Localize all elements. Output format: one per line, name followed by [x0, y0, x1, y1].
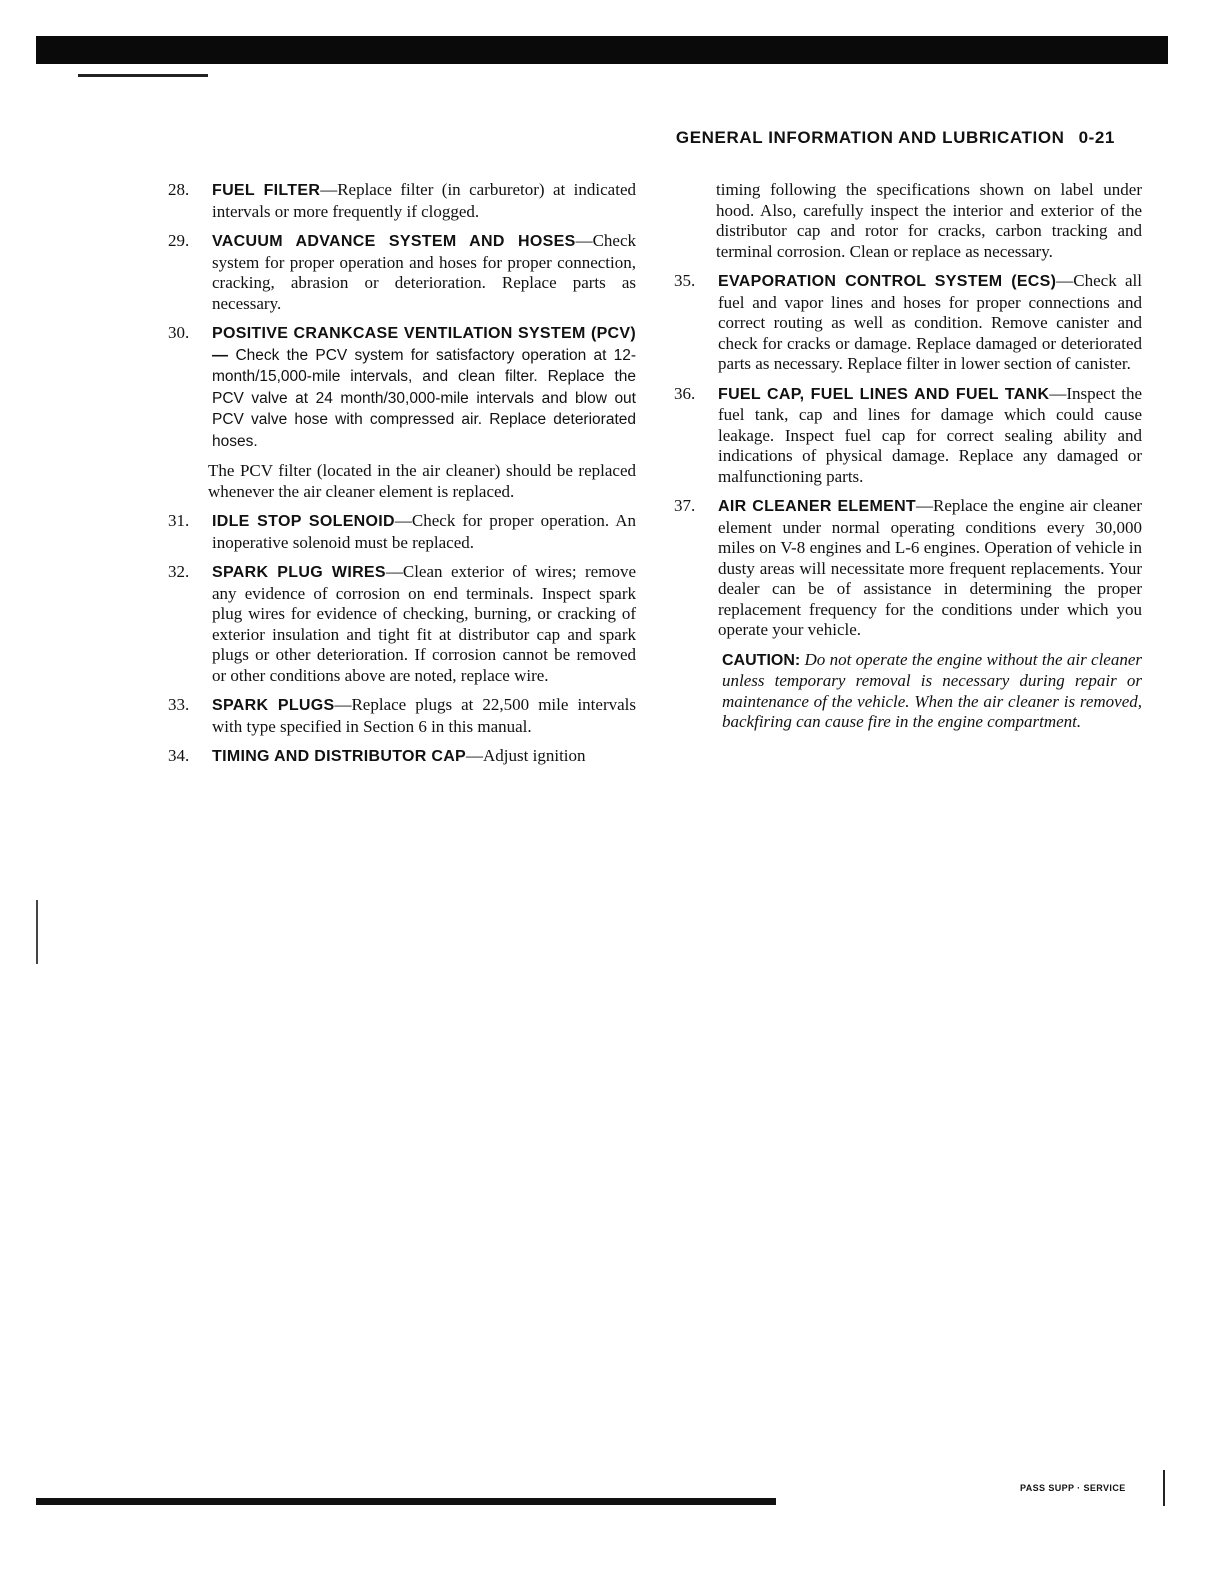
item-number: 28.: [168, 180, 190, 199]
item-text: —Check system for proper operation and hoses for proper connection, cracking, abrasion or deterioration. Replace parts as necessary.: [212, 231, 636, 313]
item-number: 31.: [168, 511, 190, 530]
page-number: 0-21: [1078, 128, 1115, 147]
item-number: 30.: [168, 323, 190, 342]
margin-rule: [36, 900, 38, 964]
list-item-32: [168, 562, 636, 686]
caution-note: [722, 650, 1142, 733]
list-item-37: [674, 496, 1142, 641]
item-heading: EVAPORATION CONTROL SYSTEM (ECS): [718, 273, 1057, 290]
list-item-34: [168, 746, 636, 768]
list-item-33: [168, 695, 636, 737]
item-text: —Inspect the fuel tank, cap and lines for damage which could cause leakage. Inspect fuel cap for correct sealing ability and indications of physical damage. Replace any damaged or malfunctioning parts.: [718, 383, 1143, 486]
list-item-35: [674, 271, 1142, 375]
list-item-30: [168, 323, 636, 452]
item-heading: AIR CLEANER ELEMENT: [718, 498, 917, 515]
footer-rule: [1163, 1470, 1165, 1506]
item-heading: IDLE STOP SOLENOID: [212, 513, 395, 530]
item-number: 37.: [674, 496, 696, 515]
item-text: —Adjust ignition: [466, 746, 586, 765]
page-header: [560, 128, 1115, 148]
item-heading: FUEL CAP, FUEL LINES AND FUEL TANK: [718, 385, 1050, 403]
item-number: 34.: [168, 746, 190, 765]
item-text: —Clean exterior of wires; remove any evidence of corrosion on end terminals. Inspect spark plug wires for evidence of checking, burning, or cracking of exterior insulation and tight fit at distributor cap and spark plugs or other deterioration. If corrosion cannot be removed or other conditions above are noted, replace wire.: [212, 562, 636, 685]
item-number: 29.: [168, 231, 190, 250]
item-heading: FUEL FILTER: [212, 182, 321, 199]
item-text: —Replace filter (in carburetor) at indicated intervals or more frequently if clogged.: [212, 180, 636, 221]
item-heading: POSITIVE CRANKCASE VENTILATION SYSTEM (PCV)—: [212, 325, 636, 364]
caution-text: Do not operate the engine without the air cleaner unless temporary removal is necessary during repair or maintenance of the vehicle. When the air cleaner is removed, backfiring can cause fire in the engine compartment.: [722, 649, 1142, 731]
item-text: —Check for proper operation. An inoperative solenoid must be replaced.: [212, 511, 636, 552]
scan-mark: [78, 74, 208, 77]
bottom-border-bar: [36, 1498, 776, 1505]
item-text: Check the PCV system for satisfactory operation at 12-month/15,000-mile intervals, and clean filter. Replace the PCV valve at 24 month/30,000-mile intervals and blow out PCV valve hose with compressed air. Replace deteriorated hoses.: [212, 346, 637, 450]
caution-label: CAUTION:: [722, 651, 801, 669]
item-number: 35.: [674, 271, 696, 290]
continued-text: timing following the specifications shown on label under hood. Also, carefully inspect the interior and exterior of the distributor cap and rotor for cracks, carbon tracking and terminal corrosion. Clean or replace as necessary.: [716, 180, 1142, 261]
item-heading: SPARK PLUGS: [212, 697, 335, 714]
list-item-28: [168, 180, 636, 222]
footer-label: PASS SUPP · SERVICE: [1020, 1483, 1126, 1493]
left-column: [168, 180, 636, 777]
item-text: —Replace the engine air cleaner element under normal operating conditions every 30,000 miles on V-8 engines and L-6 engines. Operation of vehicle in dusty areas will necessitate more frequent replacements. Your dealer can be of assistance in determining the proper replacement frequency for the conditions under which you operate your vehicle.: [718, 496, 1142, 639]
item-number: 33.: [168, 695, 190, 714]
header-title: GENERAL INFORMATION AND LUBRICATION: [675, 128, 1065, 147]
item-number: 36.: [674, 383, 696, 403]
list-item-31: [168, 511, 636, 553]
item-text: —Replace plugs at 22,500 mile intervals with type specified in Section 6 in this manual.: [212, 695, 636, 736]
list-item-36: [674, 384, 1142, 488]
list-item-29: [168, 231, 636, 314]
top-border-bar: [36, 36, 1168, 64]
item-heading: VACUUM ADVANCE SYSTEM AND HOSES: [212, 233, 576, 250]
item-text: —Check all fuel and vapor lines and hoses for proper connections and correct routing as well as condition. Remove canister and check for cracks or damage. Replace damaged or deteriorated parts as necessary. Replace filter in lower section of canister.: [718, 271, 1143, 373]
pcv-filter-note: The PCV filter (located in the air cleaner) should be replaced whenever the air cleaner element is replaced.: [208, 461, 636, 501]
item-heading: SPARK PLUG WIRES: [212, 564, 386, 581]
right-column: [674, 180, 1142, 733]
item-heading: TIMING AND DISTRIBUTOR CAP: [212, 748, 467, 765]
item-number: 32.: [168, 562, 190, 581]
